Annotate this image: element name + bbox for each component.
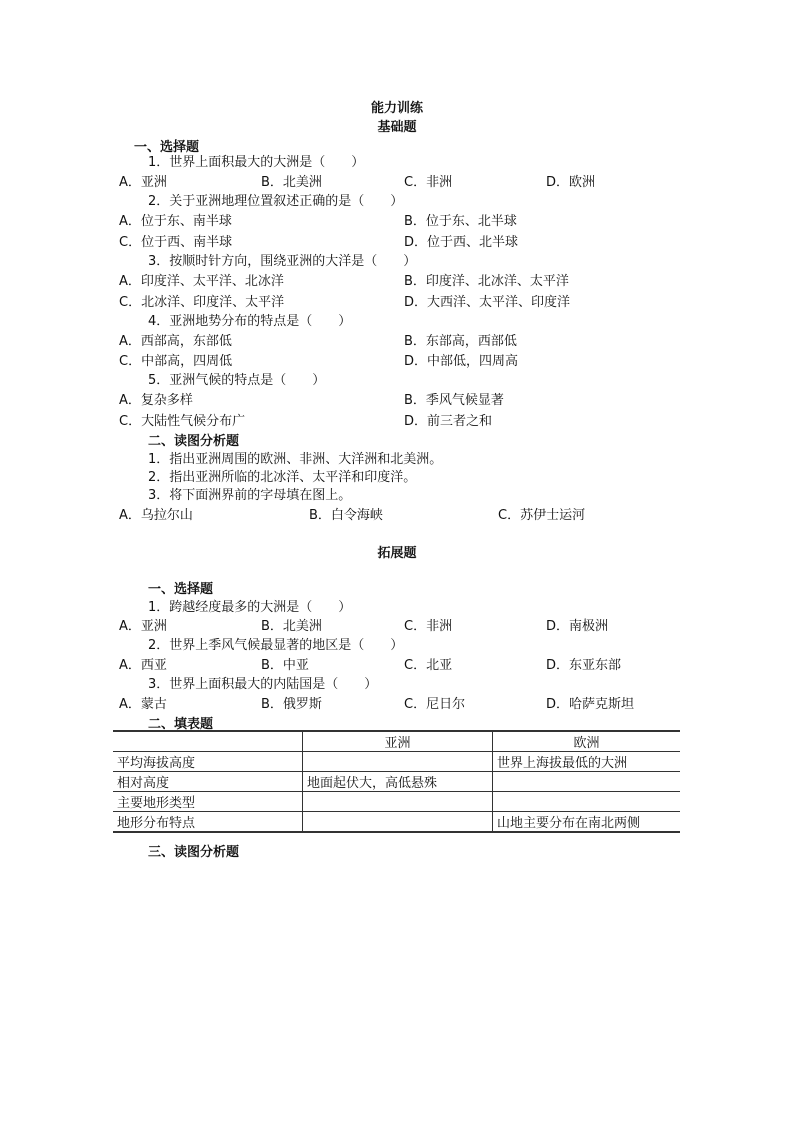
basic-q3-option-d[interactable]: D．大西洋、太平洋、印度洋 [404,295,571,310]
table-cell[interactable]: 山地主要分布在南北两侧 [493,812,681,833]
basic-q2-option-b[interactable]: B．位于东、北半球 [404,214,517,229]
basic-q5-option-b[interactable]: B．季风气候显著 [404,393,504,408]
basic-map-boundary-a: A．乌拉尔山 [119,508,193,523]
table-row [113,772,680,792]
table-cell[interactable] [493,772,681,792]
table-cell[interactable]: 地面起伏大，高低悬殊 [303,772,493,792]
basic-q2-option-d[interactable]: D．位于西、北半球 [404,235,519,250]
table-header-cell: 欧洲 [493,731,681,752]
ext-q2-option-b[interactable]: B．中亚 [261,658,309,673]
basic-q1-option-a[interactable]: A．亚洲 [119,175,167,190]
ext-section-table: 二、填表题 [148,717,214,732]
table-row-label: 地形分布特点 [113,812,303,833]
ext-q3-option-c[interactable]: C．尼日尔 [404,697,466,712]
section-basic-title: 基础题 [377,120,417,135]
ext-q3-option-d[interactable]: D．哈萨克斯坦 [546,697,635,712]
basic-q3-stem: 3．按顺时针方向，围绕亚洲的大洋是（ ） [148,254,417,269]
basic-q5-stem: 5．亚洲气候的特点是（ ） [148,373,326,388]
ext-q1-option-c[interactable]: C．非洲 [404,619,453,634]
ext-q1-option-b[interactable]: B．北美洲 [261,619,322,634]
table-header-cell: 亚洲 [303,731,493,752]
ext-q3-stem: 3．世界上面积最大的内陆国是（ ） [148,677,378,692]
table-cell[interactable] [303,792,493,812]
basic-section-map: 二、读图分析题 [148,434,240,449]
basic-q1-option-d[interactable]: D．欧洲 [546,175,596,190]
ext-q2-option-a[interactable]: A．西亚 [119,658,167,673]
ext-q2-option-c[interactable]: C．北亚 [404,658,453,673]
table-cell[interactable] [303,752,493,772]
ext-q1-stem: 1．跨越经度最多的大洲是（ ） [148,600,352,615]
basic-q5-option-d[interactable]: D．前三者之和 [404,414,493,429]
ext-section-choice: 一、选择题 [148,582,214,597]
basic-q3-option-a[interactable]: A．印度洋、太平洋、北冰洋 [119,274,284,289]
ext-section-map: 三、读图分析题 [148,845,240,860]
basic-q4-option-d[interactable]: D．中部低，四周高 [404,354,519,369]
ext-q3-option-a[interactable]: A．蒙古 [119,697,167,712]
basic-q2-option-c[interactable]: C．位于西、南半球 [119,235,233,250]
basic-q1-stem: 1．世界上面积最大的大洲是（ ） [148,155,365,170]
basic-map-item-1: 1．指出亚洲周围的欧洲、非洲、大洋洲和北美洲。 [148,452,443,467]
table-row [113,752,680,772]
table-cell[interactable] [493,792,681,812]
ext-q3-option-b[interactable]: B．俄罗斯 [261,697,322,712]
basic-q4-option-b[interactable]: B．东部高，西部低 [404,334,517,349]
basic-q3-option-c[interactable]: C．北冰洋、印度洋、太平洋 [119,295,285,310]
table-row [113,812,680,833]
ext-q2-stem: 2．世界上季风气候最显著的地区是（ ） [148,638,404,653]
table-cell[interactable]: 世界上海拔最低的大洲 [493,752,681,772]
basic-q5-option-a[interactable]: A．复杂多样 [119,393,193,408]
table-row [113,792,680,812]
ext-q2-option-d[interactable]: D．东亚东部 [546,658,622,673]
basic-map-item-3: 3．将下面洲界前的字母填在图上。 [148,488,352,503]
basic-q2-option-a[interactable]: A．位于东、南半球 [119,214,232,229]
basic-q5-option-c[interactable]: C．大陆性气候分布广 [119,414,246,429]
basic-q1-option-b[interactable]: B．北美洲 [261,175,322,190]
section-extension-title: 拓展题 [377,546,417,561]
basic-map-boundary-c: C．苏伊士运河 [498,508,586,523]
basic-section-choice: 一、选择题 [134,140,200,155]
ext-q1-option-a[interactable]: A．亚洲 [119,619,167,634]
basic-q4-option-c[interactable]: C．中部高，四周低 [119,354,233,369]
ext-q1-option-d[interactable]: D．南极洲 [546,619,609,634]
page-title: 能力训练 [370,101,423,116]
comparison-table [113,730,680,833]
basic-map-item-2: 2．指出亚洲所临的北冰洋、太平洋和印度洋。 [148,470,417,485]
basic-map-boundary-b: B．白令海峡 [309,508,383,523]
table-header-cell [113,731,303,752]
table-header-row [113,731,680,752]
table-cell[interactable] [303,812,493,833]
basic-q3-option-b[interactable]: B．印度洋、北冰洋、太平洋 [404,274,569,289]
basic-q1-option-c[interactable]: C．非洲 [404,175,453,190]
basic-q2-stem: 2．关于亚洲地理位置叙述正确的是（ ） [148,194,404,209]
basic-q4-stem: 4．亚洲地势分布的特点是（ ） [148,314,352,329]
basic-q4-option-a[interactable]: A．西部高，东部低 [119,334,232,349]
table-row-label: 相对高度 [113,772,303,792]
table-row-label: 平均海拔高度 [113,752,303,772]
table-row-label: 主要地形类型 [113,792,303,812]
